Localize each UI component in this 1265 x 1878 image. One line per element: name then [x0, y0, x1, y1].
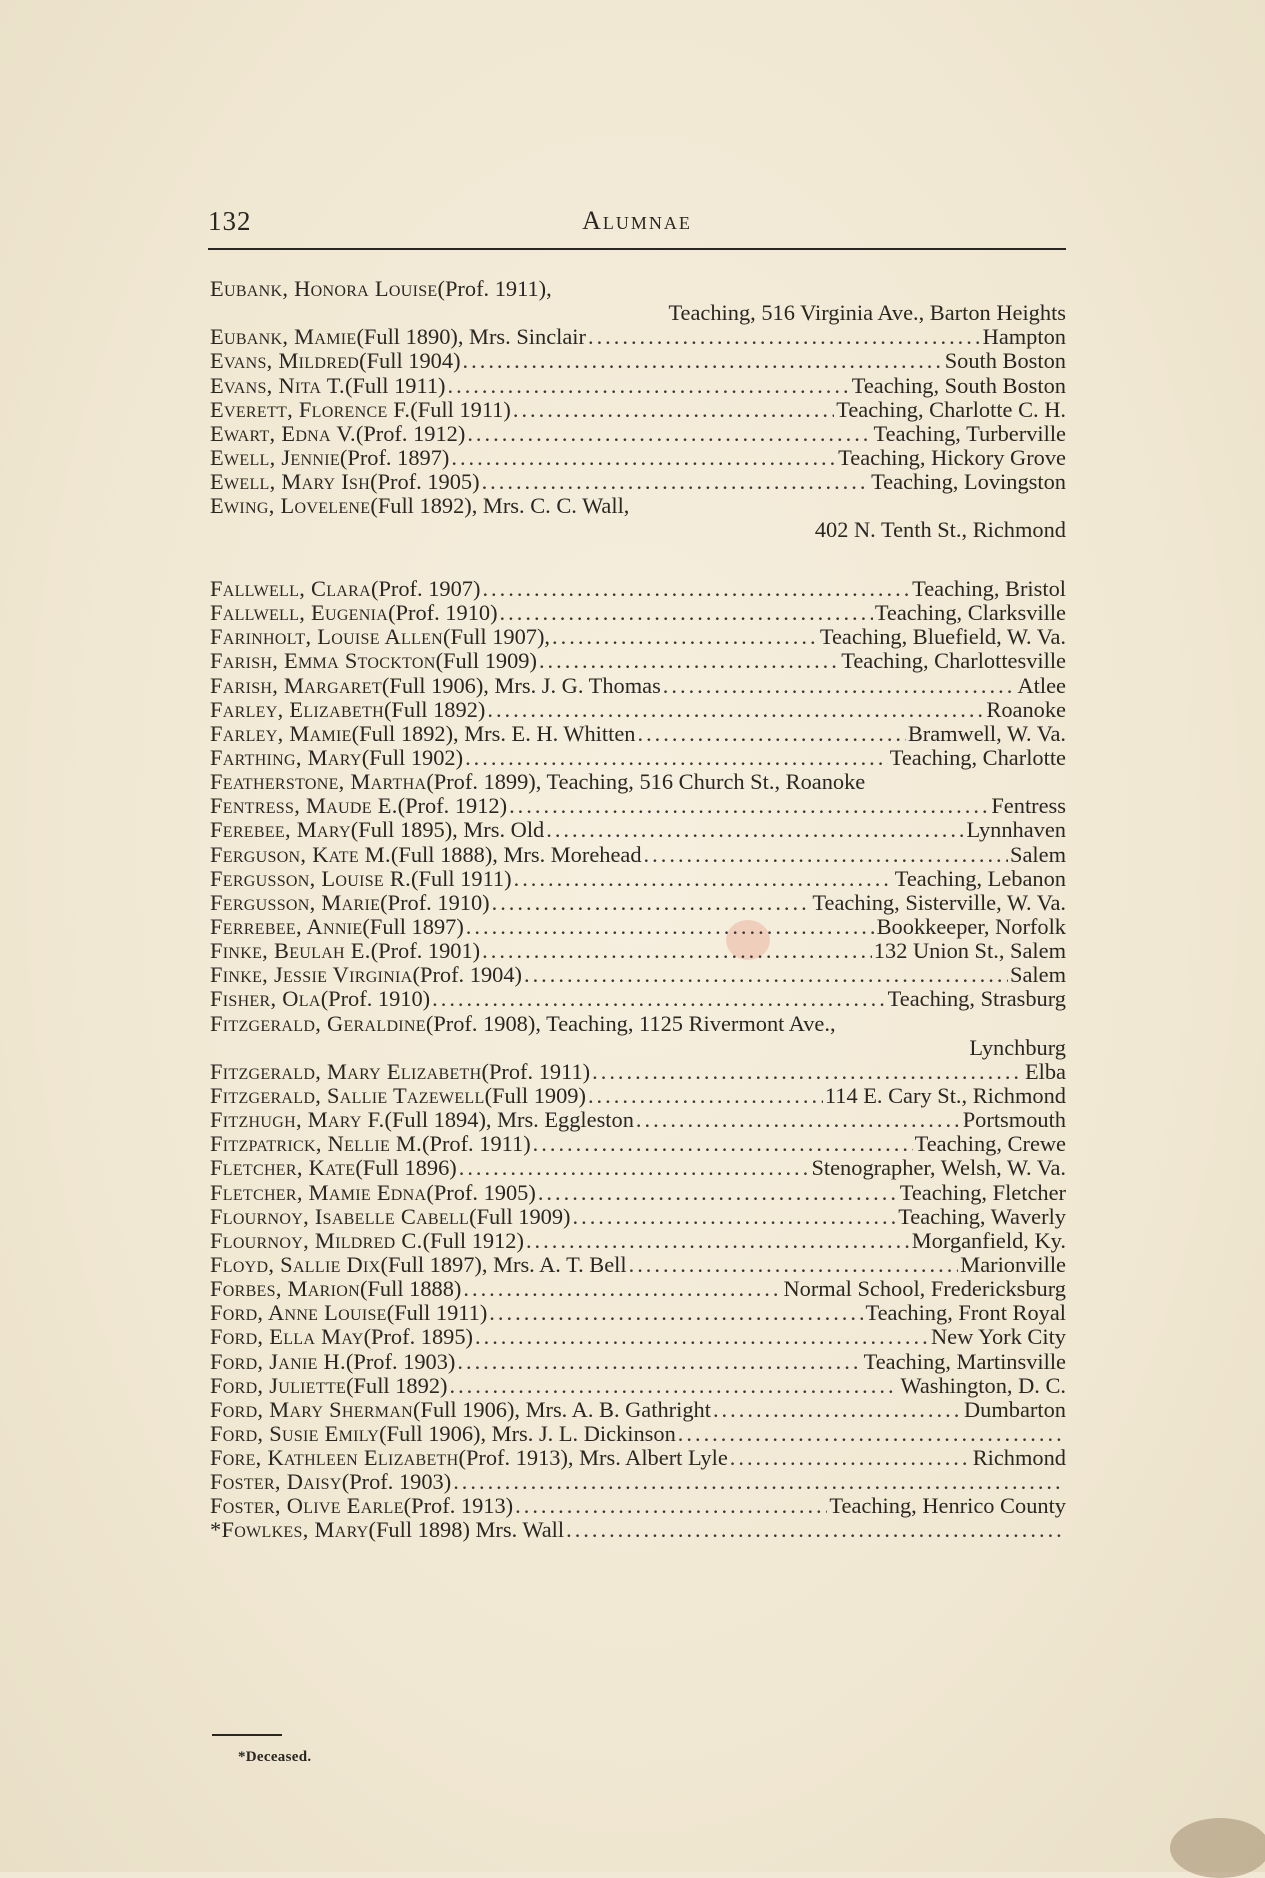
alumna-entry: [210, 794, 1066, 818]
alumna-entry: [210, 1132, 1066, 1156]
alumna-entry: [210, 325, 1066, 349]
dot-leader: [489, 1301, 863, 1325]
alumna-info: (Prof. 1911): [422, 1132, 531, 1157]
dot-leader: [513, 398, 834, 422]
alumna-name: Evans, Nita T.: [210, 373, 345, 398]
alumna-location: Teaching, Turberville: [873, 421, 1066, 446]
alumna-name: Ford, Juliette: [210, 1373, 347, 1398]
alumna-location: Richmond: [972, 1446, 1066, 1471]
alumna-info: (Full 1892): [346, 1373, 448, 1398]
alumna-info: (Full 1897): [362, 914, 464, 939]
alumna-entry: [210, 915, 1066, 939]
alumna-info: (Prof. 1904): [412, 963, 522, 988]
alumna-info: (Full 1892), Mrs. C. C. Wall,: [370, 494, 630, 519]
alumna-info: (Prof. 1910): [380, 890, 490, 915]
alumna-location: Marionville: [960, 1252, 1066, 1277]
alumna-address-continuation: 402 N. Tenth St., Richmond: [814, 517, 1066, 543]
dot-leader: [663, 674, 1016, 698]
footnote: *Deceased.: [238, 1749, 312, 1765]
page-number: 132: [208, 206, 252, 236]
alumna-info: (Full 1888): [360, 1277, 462, 1302]
dot-leader: [459, 1156, 810, 1180]
alumna-location: 132 Union St., Salem: [873, 939, 1066, 964]
alumna-entry: [210, 1398, 1066, 1422]
alumna-name: Eubank, Honora Louise: [210, 277, 438, 301]
alumna-location: Teaching, Charlotte C. H.: [836, 397, 1066, 422]
dot-leader: [678, 1422, 1064, 1446]
alumna-name: Foster, Olive Earle: [210, 1494, 404, 1519]
alumna-entry: [210, 867, 1066, 891]
page-corner-wear: [1170, 1818, 1265, 1878]
dot-leader: [533, 1132, 913, 1156]
alumna-name: Fisher, Ola: [210, 987, 321, 1012]
dot-leader: [526, 1229, 910, 1253]
dot-leader: [644, 843, 1008, 867]
alumna-info: (Full 1907),: [443, 625, 551, 650]
alumna-entry: [210, 398, 1066, 422]
alumna-location: Teaching, Charlottesville: [841, 649, 1066, 674]
alumna-entry: [210, 601, 1066, 625]
alumna-entry: [210, 422, 1066, 446]
dot-leader: [482, 939, 872, 963]
dot-leader: [500, 601, 873, 625]
alumna-info: (Prof. 1901): [370, 939, 481, 964]
alumna-name: Ewing, Lovelene: [210, 494, 371, 519]
alumna-entry: [210, 374, 1066, 398]
dot-leader: [539, 649, 839, 673]
alumna-info: (Full 1888), Mrs. Morehead: [390, 842, 642, 867]
alumna-name: Ewart, Edna V.: [210, 421, 356, 446]
alumna-entry: [210, 649, 1066, 673]
alumna-entry: [210, 987, 1066, 1011]
alumna-entry: [210, 1518, 1066, 1542]
alumna-info: (Prof. 1908), Teaching, 1125 Rivermont Ave.,: [425, 1011, 836, 1036]
alumna-info: (Prof. 1910): [388, 601, 498, 626]
dot-leader: [432, 987, 886, 1011]
alumna-info: (Prof. 1899), Teaching, 516 Church St., Roanoke: [426, 770, 866, 795]
alumna-info: (Full 1906), Mrs. A. B. Gathright: [413, 1397, 711, 1422]
alumna-location: Lynnhaven: [966, 818, 1066, 843]
alumna-info: (Prof. 1907): [370, 577, 481, 601]
alumna-location: Fentress: [991, 794, 1066, 819]
dot-leader: [524, 963, 1008, 987]
dot-leader: [515, 1494, 827, 1518]
dot-leader: [492, 891, 811, 915]
alumna-entry: [210, 349, 1066, 373]
alumna-info: (Prof. 1911): [481, 1059, 591, 1084]
alumna-entry: [210, 1446, 1066, 1470]
alumna-location: Teaching, Lovingston: [871, 470, 1066, 495]
dot-leader: [588, 325, 981, 349]
alumna-name: *Fowlkes, Mary: [210, 1518, 369, 1543]
alumna-name: Flournoy, Isabelle Cabell: [210, 1204, 470, 1229]
alumna-name: Fallwell, Eugenia: [210, 601, 389, 626]
alumna-entry: [210, 843, 1066, 867]
alumna-entry: [210, 818, 1066, 842]
alumna-name: Farthing, Mary: [210, 745, 362, 770]
alumna-name: Farish, Margaret: [210, 673, 382, 698]
dot-leader: [538, 1181, 898, 1205]
alumna-entry: [210, 963, 1066, 987]
dot-leader: [463, 1277, 781, 1301]
alumna-entry: [210, 1422, 1066, 1446]
alumna-info: (Full 1895), Mrs. Old: [350, 818, 545, 843]
alumna-name: Featherstone, Martha: [210, 770, 427, 795]
dot-leader: [466, 915, 875, 939]
alumna-entry: [210, 1374, 1066, 1398]
alumna-location: Teaching, Bluefield, W. Va.: [819, 625, 1066, 650]
alumna-name: Ferrebee, Annie: [210, 914, 363, 939]
alumna-entry: [210, 939, 1066, 963]
alumna-name: Ferebee, Mary: [210, 818, 351, 843]
alumna-location: Teaching, Charlotte: [889, 745, 1066, 770]
alumna-location: Washington, D. C.: [900, 1373, 1066, 1398]
alumna-info: (Full 1912): [422, 1228, 524, 1253]
alumna-info: (Full 1902): [361, 745, 464, 770]
dot-leader: [636, 1108, 961, 1132]
alumna-info: (Prof. 1895): [363, 1325, 474, 1350]
alumna-info: (Full 1911): [386, 1301, 488, 1326]
dot-leader: [588, 1084, 823, 1108]
alumna-location: Teaching, Waverly: [898, 1204, 1066, 1229]
dot-leader: [449, 1374, 898, 1398]
alumna-info: (Full 1892), Mrs. E. H. Whitten: [351, 721, 636, 746]
alumna-info: (Prof. 1903): [345, 1349, 456, 1374]
alumna-location: South Boston: [944, 349, 1066, 374]
dot-leader: [509, 794, 989, 818]
alumna-location: Teaching, Bristol: [912, 577, 1066, 601]
alumna-name: Fitzhugh, Mary F.: [210, 1108, 385, 1133]
alumna-name: Ewell, Jennie: [210, 445, 340, 470]
dot-leader: [546, 818, 964, 842]
alumna-location: Teaching, Crewe: [914, 1132, 1066, 1157]
alumna-info: (Full 1906), Mrs. J. L. Dickinson: [379, 1421, 676, 1446]
alumna-name: Farley, Elizabeth: [210, 697, 384, 722]
alumna-name: Ferguson, Kate M.: [210, 842, 391, 867]
alumna-name: Ford, Susie Emily: [210, 1421, 380, 1446]
running-title: Alumnae: [582, 206, 692, 235]
alumna-name: Flournoy, Mildred C.: [210, 1228, 423, 1253]
alumna-name: Floyd, Sallie Dix: [210, 1252, 381, 1277]
alumnae-section-e: [210, 277, 1066, 543]
dot-leader: [514, 867, 893, 891]
alumna-entry: [210, 446, 1066, 470]
alumna-info: (Full 1911): [411, 866, 512, 891]
alumna-location: Teaching, South Boston: [851, 373, 1066, 398]
alumna-entry: [210, 277, 1066, 301]
dot-leader: [467, 422, 871, 446]
alumna-name: Finke, Beulah E.: [210, 939, 371, 964]
alumna-name: Everett, Florence F.: [210, 397, 411, 422]
alumna-info: (Prof. 1912): [397, 794, 508, 819]
alumna-entry: [210, 1084, 1066, 1108]
alumna-name: Fitzgerald, Mary Elizabeth: [210, 1059, 482, 1084]
alumna-info: (Full 1909): [435, 649, 537, 674]
alumna-location: Teaching, Sisterville, W. Va.: [812, 890, 1066, 915]
alumna-location: Teaching, Lebanon: [894, 866, 1066, 891]
alumna-address-continuation: Lynchburg: [969, 1034, 1066, 1060]
alumna-info: (Prof. 1912): [355, 421, 466, 446]
alumna-entry: [210, 746, 1066, 770]
alumna-info: (Full 1894), Mrs. Eggleston: [384, 1108, 634, 1133]
dot-leader: [637, 722, 905, 746]
alumna-location: Bramwell, W. Va.: [907, 721, 1066, 746]
page-header: [208, 206, 1066, 250]
alumna-entry: [210, 722, 1066, 746]
alumna-location: Portsmouth: [962, 1108, 1066, 1133]
alumna-info: (Full 1906), Mrs. J. G. Thomas: [381, 673, 661, 698]
dot-leader: [552, 625, 818, 649]
alumna-info: (Prof. 1911),: [437, 277, 552, 301]
footnote-rule: [212, 1734, 282, 1736]
alumna-entry: [210, 1156, 1066, 1180]
alumna-info: (Prof. 1903): [341, 1470, 452, 1495]
alumna-name: Fergusson, Louise R.: [210, 866, 412, 891]
alumna-entry: [210, 1325, 1066, 1349]
alumna-location: Salem: [1010, 842, 1066, 867]
alumna-location: Morganfield, Ky.: [911, 1228, 1066, 1253]
alumna-entry: [210, 1012, 1066, 1036]
alumna-location: Bookkeeper, Norfolk: [876, 914, 1066, 939]
alumnae-section-f: [210, 577, 1066, 1543]
alumna-entry: [210, 494, 1066, 518]
alumna-name: Fitzpatrick, Nellie M.: [210, 1132, 423, 1157]
dot-leader: [573, 1205, 897, 1229]
alumna-entry: [210, 1060, 1066, 1084]
alumna-location: Teaching, Martinsville: [863, 1349, 1066, 1374]
alumna-location: Stenographer, Welsh, W. Va.: [811, 1156, 1066, 1181]
dot-leader: [487, 698, 984, 722]
alumna-location: Teaching, Hickory Grove: [838, 445, 1066, 470]
alumna-info: (Prof. 1897): [339, 445, 450, 470]
alumna-entry: [210, 1181, 1066, 1205]
alumna-entry: [210, 1253, 1066, 1277]
alumna-name: Eubank, Mamie: [210, 325, 357, 350]
dot-leader: [482, 577, 910, 601]
alumna-info: (Prof. 1913): [403, 1494, 514, 1519]
alumna-info: (Full 1892): [383, 697, 486, 722]
dot-leader: [482, 470, 870, 494]
alumna-location: 114 E. Cary St., Richmond: [824, 1083, 1066, 1108]
alumna-name: Evans, Mildred: [210, 349, 360, 374]
alumna-location: Elba: [1024, 1059, 1066, 1084]
dot-leader: [566, 1518, 1064, 1542]
alumna-name: Farish, Emma Stockton: [210, 649, 436, 674]
alumna-entry: [210, 1277, 1066, 1301]
alumna-location: Teaching, Henrico County: [829, 1494, 1066, 1519]
dot-leader: [592, 1060, 1023, 1084]
alumna-entry: [210, 674, 1066, 698]
alumna-name: Fallwell, Clara: [210, 577, 371, 601]
alumna-location: Normal School, Fredericksburg: [783, 1277, 1066, 1302]
alumna-info: (Full 1904): [359, 349, 461, 374]
dot-leader: [465, 746, 888, 770]
alumna-name: Fletcher, Mamie Edna: [210, 1180, 427, 1205]
alumna-name: Fletcher, Kate: [210, 1156, 356, 1181]
alumna-location: Teaching, Clarksville: [874, 601, 1066, 626]
alumna-name: Finke, Jessie Virginia: [210, 963, 413, 988]
alumna-name: Foster, Daisy: [210, 1470, 342, 1495]
alumna-entry: [210, 1494, 1066, 1518]
alumna-entry: [210, 1301, 1066, 1325]
alumna-location: Dumbarton: [964, 1397, 1066, 1422]
alumna-info: (Prof. 1910): [320, 987, 431, 1012]
alumna-info: (Prof. 1905): [426, 1180, 536, 1205]
alumna-name: Farley, Mamie: [210, 721, 352, 746]
alumna-entry: [210, 1350, 1066, 1374]
dot-leader: [457, 1350, 861, 1374]
alumna-name: Ford, Ella May: [210, 1325, 364, 1350]
alumna-info: (Full 1890), Mrs. Sinclair: [356, 325, 586, 350]
alumna-entry: [210, 577, 1066, 601]
dot-leader: [475, 1325, 929, 1349]
alumna-location: Teaching, Front Royal: [865, 1301, 1066, 1326]
alumna-info: (Full 1897), Mrs. A. T. Bell: [380, 1252, 627, 1277]
alumna-location: New York City: [931, 1325, 1066, 1350]
alumna-address-continuation: Teaching, 516 Virginia Ave., Barton Heights: [668, 300, 1066, 326]
alumna-location: Hampton: [982, 325, 1066, 350]
alumna-entry: [210, 470, 1066, 494]
dot-leader: [629, 1253, 959, 1277]
alumna-name: Fitzgerald, Sallie Tazewell: [210, 1083, 485, 1108]
alumna-info: (Full 1911): [410, 397, 511, 422]
alumna-entry: [210, 1229, 1066, 1253]
alumna-location: Salem: [1010, 963, 1066, 988]
alumna-name: Fore, Kathleen Elizabeth: [210, 1446, 459, 1471]
alumna-location: Teaching, Strasburg: [887, 987, 1066, 1012]
alumna-name: Forbes, Marion: [210, 1277, 360, 1302]
alumna-name: Farinholt, Louise Allen: [210, 625, 444, 650]
alumna-name: Fitzgerald, Geraldine: [210, 1011, 426, 1036]
alumna-name: Fentress, Maude E.: [210, 794, 398, 819]
dot-leader: [730, 1446, 971, 1470]
alumna-info: (Prof. 1913), Mrs. Albert Lyle: [458, 1446, 728, 1471]
alumna-location: Atlee: [1017, 673, 1066, 698]
alumna-info: (Prof. 1905): [370, 470, 480, 495]
alumna-entry: [210, 1205, 1066, 1229]
alumna-entry: [210, 1470, 1066, 1494]
alumna-info: (Full 1896): [355, 1156, 457, 1181]
alumna-name: Fergusson, Marie: [210, 890, 381, 915]
alumna-entry: [210, 891, 1066, 915]
alumna-entry: [210, 1108, 1066, 1132]
dot-leader: [463, 349, 943, 373]
alumna-info: (Full 1911): [344, 373, 446, 398]
alumna-entry: [210, 625, 1066, 649]
alumna-name: Ford, Janie H.: [210, 1349, 346, 1374]
alumna-info: (Full 1909): [469, 1204, 571, 1229]
dot-leader: [453, 1470, 1064, 1494]
dot-leader: [448, 374, 850, 398]
alumna-info: (Full 1909): [484, 1083, 586, 1108]
alumna-location: Teaching, Fletcher: [899, 1180, 1066, 1205]
alumna-entry: [210, 770, 1066, 794]
alumna-name: Ewell, Mary Ish: [210, 470, 371, 495]
alumna-info: (Full 1898) Mrs. Wall: [368, 1518, 565, 1543]
alumna-entry: [210, 698, 1066, 722]
dot-leader: [451, 446, 836, 470]
alumna-location: Roanoke: [986, 697, 1066, 722]
alumna-name: Ford, Mary Sherman: [210, 1397, 414, 1422]
alumna-name: Ford, Anne Louise: [210, 1301, 387, 1326]
dot-leader: [713, 1398, 962, 1422]
